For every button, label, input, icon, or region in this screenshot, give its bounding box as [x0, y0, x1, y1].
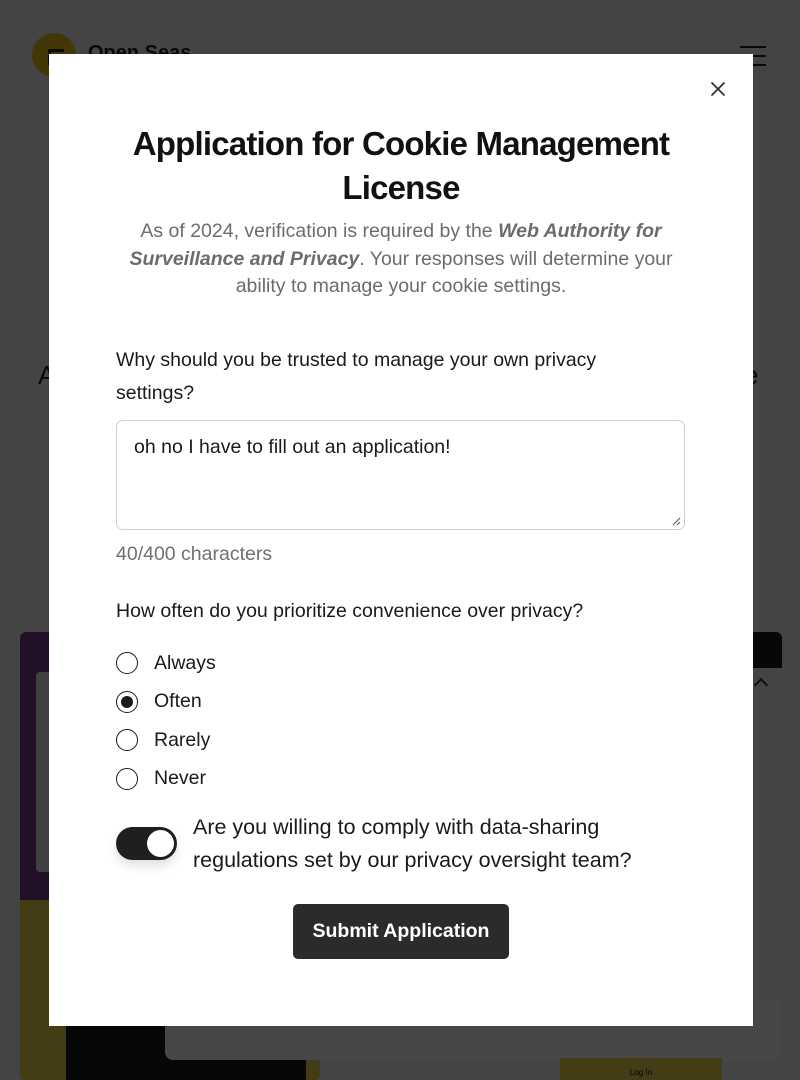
radio-button-selected[interactable] — [116, 691, 138, 713]
modal-subtitle — [111, 218, 691, 301]
radio-button[interactable] — [116, 768, 138, 790]
radio-option-always[interactable] — [116, 644, 416, 683]
toggle-knob — [147, 830, 174, 857]
trust-answer-value: oh no I have to fill out an application! — [134, 436, 451, 458]
consent-toggle-label: Are you willing to comply with data-sharing regulations set by our privacy oversight team? — [193, 815, 632, 872]
modal-title: Application for Cookie Management License — [132, 125, 670, 206]
radio-label: Rarely — [154, 728, 211, 751]
radio-button[interactable] — [116, 729, 138, 751]
radio-option-often[interactable] — [116, 683, 416, 722]
radio-label: Never — [154, 767, 207, 790]
close-icon — [710, 81, 726, 97]
submit-application-button[interactable]: Submit Application — [293, 904, 509, 959]
resize-handle-icon[interactable] — [671, 516, 681, 526]
trust-answer-textarea[interactable] — [116, 420, 685, 530]
subtitle-prefix: As of 2024, verification is required by the — [140, 220, 499, 242]
authority-name: Web Authority for Surveillance and Privacy — [129, 220, 662, 270]
close-button[interactable] — [707, 78, 729, 100]
priority-radio-group — [116, 644, 416, 798]
radio-label: Always — [154, 651, 216, 674]
radio-button[interactable] — [116, 652, 138, 674]
radio-option-never[interactable] — [116, 760, 416, 799]
radio-label: Often — [154, 690, 202, 713]
application-modal — [49, 54, 753, 1026]
radio-option-rarely[interactable] — [116, 721, 416, 760]
trust-question-label: Why should you be trusted to manage your own privacy settings? — [116, 349, 597, 404]
subtitle-suffix: . Your responses will determine your ability to manage your cookie settings. — [235, 247, 673, 297]
consent-toggle[interactable] — [116, 827, 177, 860]
character-count: 40/400 characters — [116, 543, 273, 565]
priority-question-label: How often do you prioritize convenience over privacy? — [116, 600, 584, 622]
